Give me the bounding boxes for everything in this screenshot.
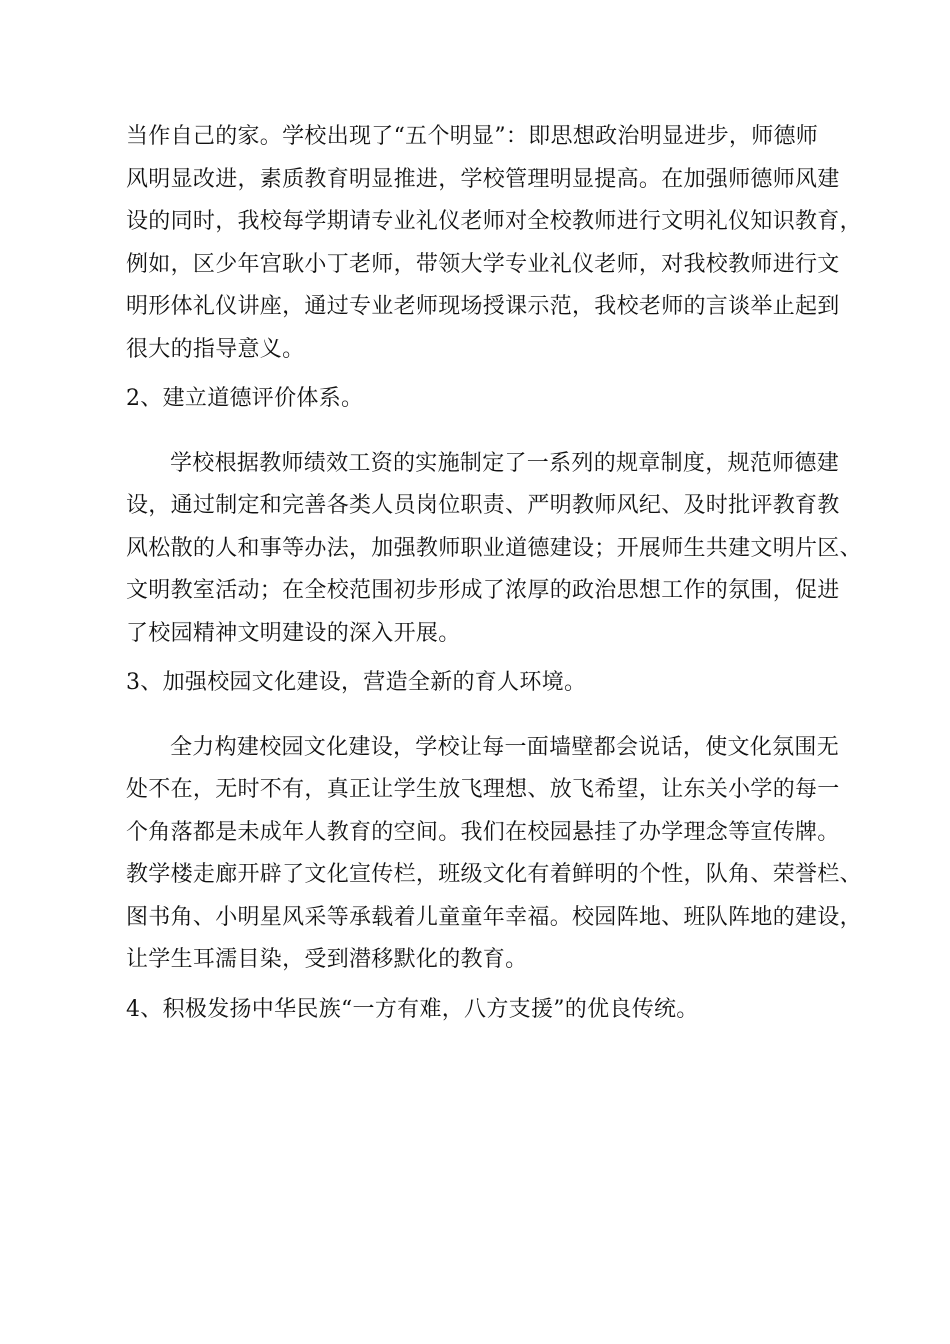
paragraph-line: 全力构建校园文化建设，学校让每一面墙壁都会说话，使文化氛围无 [170,734,840,760]
paragraph-line: 教学楼走廊开辟了文化宣传栏，班级文化有着鲜明的个性，队角、荣誉栏、 [126,862,862,887]
paragraph-line: 文明教室活动；在全校范围初步形成了浓厚的政治思想工作的氛围，促进 [126,578,840,603]
paragraph-line: 风明显改进，素质教育明显推进，学校管理明显提高。在加强师德师风建 [126,166,840,192]
paragraph-line: 风松散的人和事等办法，加强教师职业道德建设；开展师生共建文明片区、 [126,535,862,561]
paragraph-line: 个角落都是未成年人教育的空间。我们在校园悬挂了办学理念等宣传牌。 [126,819,840,845]
paragraph-1 [126,116,862,371]
paragraph-line: 设的同时，我校每学期请专业礼仪老师对全校教师进行文明礼仪知识教育， [126,209,862,234]
section-heading-4: 4、积极发扬中华民族“一方有难，八方支援”的优良传统。 [126,996,699,1022]
paragraph-line: 很大的指导意义。 [126,336,305,362]
section-heading-2: 2、建立道德评价体系。 [126,386,364,411]
paragraph-line: 处不在，无时不有，真正让学生放飞理想、放飞希望，让东关小学的每一 [126,777,840,802]
paragraph-3 [126,727,862,982]
paragraph-line: 学校根据教师绩效工资的实施制定了一系列的规章制度，规范师德建 [170,450,840,476]
paragraph-line: 了校园精神文明建设的深入开展。 [126,620,461,646]
paragraph-line: 设，通过制定和完善各类人员岗位职责、严明教师风纪、及时批评教育教 [126,493,840,518]
section-heading-3: 3、加强校园文化建设，营造全新的育人环境。 [126,670,587,695]
paragraph-line: 图书角、小明星风采等承载着儿童童年幸福。校园阵地、班队阵地的建设， [126,904,862,930]
paragraph-2 [126,443,862,656]
paragraph-line: 当作自己的家。学校出现了“五个明显”：即思想政治明显进步，师德师 [126,124,819,149]
paragraph-line: 明形体礼仪讲座，通过专业老师现场授课示范，我校老师的言谈举止起到 [126,294,840,319]
document-page [126,112,862,1031]
paragraph-line: 让学生耳濡目染，受到潜移默化的教育。 [126,947,528,972]
paragraph-line: 例如，区少年宫耿小丁老师，带领大学专业礼仪老师，对我校教师进行文 [126,251,840,277]
